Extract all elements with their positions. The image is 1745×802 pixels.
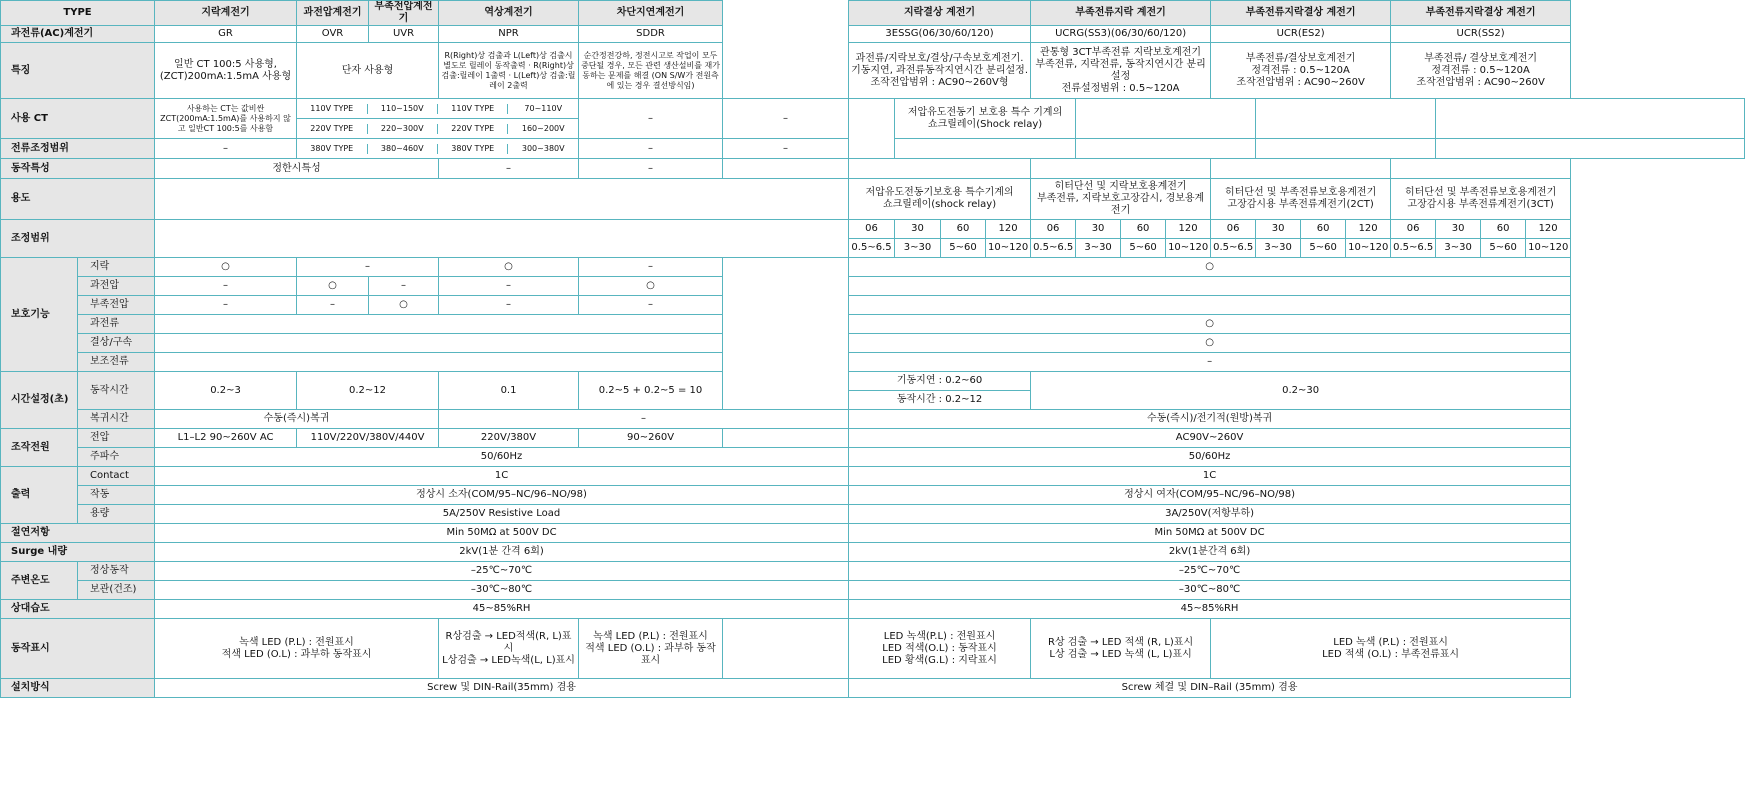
- gap-cell: [723, 372, 849, 410]
- model-gr: GR: [155, 26, 297, 43]
- time-operate-row-1: [1, 372, 1745, 391]
- model-sddr: SDDR: [579, 26, 723, 43]
- protection-overvoltage-row: [1, 277, 1745, 296]
- protection-ov-npr: –: [439, 277, 579, 296]
- protection-uc-right: –: [849, 353, 1571, 372]
- ambient-storage-left: –30℃~80℃: [155, 581, 849, 600]
- protection-pl-right: ○: [849, 334, 1571, 353]
- power-voltage-row: [1, 429, 1745, 448]
- time-reset-row: [1, 410, 1745, 429]
- gap-cell: [723, 258, 849, 277]
- gap-cell: [723, 334, 849, 353]
- ct-utype380: 380V TYPE: [438, 144, 508, 154]
- feature-npr: R(Right)상 검출과 L(Left)상 검출시 별도로 릴레이 동작출력 · R(Right)상 검출:릴레이 1출력 · L(Left)상 검출:릴레이 2출력: [439, 43, 579, 99]
- ct-range220: 220~300V: [367, 124, 437, 134]
- header-row: [1, 1, 1745, 26]
- power-freq-row: [1, 448, 1745, 467]
- empty-cell: [155, 353, 723, 372]
- mount-left: Screw 및 DIN-Rail(35mm) 겸용: [155, 679, 849, 698]
- indicator-npr: R상검출 → LED적색(R, L)표시 L상검출 → LED녹색(L, L)표시: [439, 619, 579, 679]
- surge-left: 2kV(1분 간격 6회): [155, 543, 849, 562]
- adjust-model: 30: [895, 220, 941, 239]
- adjust-model: 06: [1391, 220, 1436, 239]
- feature-sddr: 순간정전강하, 정전시고로 작업이 모두 중단될 경우, 모든 관련 생산설비를 재가동하는 문제를 해결 (ON S/W가 전원측에 있는 경우 결선방식임): [579, 43, 723, 99]
- ct-essg: 저압유도전동기 보호용 특수 기계의 쇼크릴레이(Shock relay): [895, 99, 1076, 139]
- protection-uc-label: 보조전류: [78, 353, 155, 372]
- protection-ground-npr: ○: [439, 258, 579, 277]
- output-contact-label: Contact: [78, 467, 155, 486]
- time-operate-ovr-uvr: 0.2~12: [297, 372, 439, 410]
- insulation-left: Min 50MΩ at 500V DC: [155, 524, 849, 543]
- ambient-storage-row: [1, 581, 1745, 600]
- time-label: 시간설정(초): [1, 372, 78, 429]
- ct-subtable-380: [297, 144, 578, 154]
- usage-row: [1, 179, 1745, 220]
- current-range-gr: –: [155, 139, 297, 159]
- model-ucrg: UCRG(SS3)(06/30/60/120): [1031, 26, 1211, 43]
- op-char-row: [1, 159, 1745, 179]
- protection-uv-ovr: –: [297, 296, 369, 315]
- adjust-model: 120: [986, 220, 1031, 239]
- adjust-label: 조정범위: [1, 220, 155, 258]
- op-char-npr: –: [439, 159, 579, 179]
- protection-ov-ovr: ○: [297, 277, 369, 296]
- protection-undercurrent-row: [1, 353, 1745, 372]
- adjust-range: 0.5~6.5: [849, 239, 895, 258]
- output-action-label: 작동: [78, 486, 155, 505]
- power-freq-left: 50/60Hz: [155, 448, 849, 467]
- protection-ground-sddr: –: [579, 258, 723, 277]
- empty-cell: [155, 334, 723, 353]
- current-range-sddr: –: [723, 139, 849, 159]
- adjust-range: 3~30: [1076, 239, 1121, 258]
- adjust-model: 120: [1166, 220, 1211, 239]
- header-gr: 지락계전기: [155, 1, 297, 26]
- protection-uv-gr: –: [155, 296, 297, 315]
- header-npr: 역상계전기: [439, 1, 579, 26]
- adjust-range: 10~120: [986, 239, 1031, 258]
- protection-undervoltage-row: [1, 296, 1745, 315]
- current-range-row: [1, 139, 1745, 159]
- insulation-right: Min 50MΩ at 500V DC: [849, 524, 1571, 543]
- usage-es2: 히터단선 및 부족전류보호용계전기 고장감시용 부족전류계전기(2CT): [1211, 179, 1391, 220]
- protection-ov-uvr: –: [369, 277, 439, 296]
- header-ucrg: 부족전류지락 계전기: [1031, 1, 1211, 26]
- adjust-range: 0.5~6.5: [1391, 239, 1436, 258]
- feature-ovr-uvr: 단자 사용형: [297, 43, 439, 99]
- mount-right: Screw 체결 및 DIN–Rail (35mm) 겸용: [849, 679, 1571, 698]
- output-action-row: [1, 486, 1745, 505]
- adjust-range: 0.5~6.5: [1031, 239, 1076, 258]
- gap-cell: [723, 43, 849, 99]
- power-voltage-right: AC90V~260V: [849, 429, 1571, 448]
- header-essg: 지락결상 계전기: [849, 1, 1031, 26]
- output-capacity-left: 5A/250V Resistive Load: [155, 505, 849, 524]
- adjust-model: 30: [1076, 220, 1121, 239]
- indicator-label: 동작표시: [1, 619, 155, 679]
- protection-oc-right: ○: [849, 315, 1571, 334]
- output-capacity-right: 3A/250V(저항부하): [849, 505, 1571, 524]
- model-uvr: UVR: [369, 26, 439, 43]
- protection-ground-gr: ○: [155, 258, 297, 277]
- gap-cell: [723, 159, 849, 179]
- ct-subtable-220: [297, 124, 578, 134]
- ct-range110: 110~150V: [367, 104, 437, 114]
- ct-ucrg-empty: [1076, 99, 1256, 139]
- header-ucr-ss2: 부족전류지락결상 계전기: [1391, 1, 1571, 26]
- ct-range380: 380~460V: [367, 144, 437, 154]
- gap-cell: [849, 99, 895, 139]
- output-contact-left: 1C: [155, 467, 849, 486]
- feature-ss2: 부족전류/ 결상보호계전기 정격전류 : 0.5~120A 조작전압범위 : AC90~260V: [1391, 43, 1571, 99]
- time-operate-label: 동작시간: [78, 372, 155, 410]
- output-capacity-row: [1, 505, 1745, 524]
- mount-row: [1, 679, 1745, 698]
- power-freq-label: 주파수: [78, 448, 155, 467]
- ambient-normal-label: 정상동작: [78, 562, 155, 581]
- model-row: [1, 26, 1745, 43]
- ct-label: 사용 CT: [1, 99, 155, 139]
- empty-cell: [849, 277, 1571, 296]
- time-reset-label: 복귀시간: [78, 410, 155, 429]
- protection-ground-label: 지락: [78, 258, 155, 277]
- time-essg-start: 기동지연 : 0.2~60: [849, 372, 1031, 391]
- empty-cell: [155, 315, 723, 334]
- empty-cell: [1076, 139, 1256, 159]
- power-voltage-npr: 220V/380V: [439, 429, 579, 448]
- ambient-normal-right: –25℃~70℃: [849, 562, 1571, 581]
- empty-cell: [1211, 159, 1391, 179]
- model-label: 과전류(AC)계전기: [1, 26, 155, 43]
- feature-row: [1, 43, 1745, 99]
- empty-cell: [849, 159, 1031, 179]
- indicator-row: [1, 619, 1745, 679]
- ct-ss2-empty: [1436, 99, 1745, 139]
- ct-npr: –: [579, 99, 723, 139]
- ct-utype110: 110V TYPE: [438, 104, 508, 114]
- time-operate-sddr: 0.2~5 + 0.2~5 = 10: [579, 372, 723, 410]
- power-voltage-label: 전압: [78, 429, 155, 448]
- ct-urange220: 160~200V: [521, 123, 565, 133]
- ct-urange110: 70~110V: [524, 103, 563, 113]
- ct-row-1: [1, 99, 1745, 119]
- adjust-model: 06: [1211, 220, 1256, 239]
- insulation-label: 절연저항: [1, 524, 155, 543]
- gap-cell: [723, 277, 849, 296]
- model-es2: UCR(ES2): [1211, 26, 1391, 43]
- power-voltage-sddr: 90~260V: [579, 429, 723, 448]
- empty-cell: [895, 139, 1076, 159]
- gap-cell: [723, 26, 849, 43]
- ct-type220-wrap: [297, 119, 579, 139]
- usage-ucrg: 히터단선 및 지락보호용계전기 부족전류, 지락보호고장감시, 경보용계전기: [1031, 179, 1211, 220]
- output-action-left: 정상시 소자(COM/95–NC/96–NO/98): [155, 486, 849, 505]
- output-action-right: 정상시 여자(COM/95–NC/96–NO/98): [849, 486, 1571, 505]
- empty-cell: [1436, 139, 1745, 159]
- model-ss2: UCR(SS2): [1391, 26, 1571, 43]
- protection-pl-label: 결상/구속: [78, 334, 155, 353]
- adjust-model: 06: [1031, 220, 1076, 239]
- adjust-range: 5~60: [1121, 239, 1166, 258]
- ct-subtable-110: [297, 104, 578, 114]
- time-essg-op: 동작시간 : 0.2~12: [849, 391, 1031, 410]
- adjust-range: 3~30: [1436, 239, 1481, 258]
- adjust-range: 10~120: [1346, 239, 1391, 258]
- adjust-range: 5~60: [1481, 239, 1526, 258]
- adjust-range: 3~30: [895, 239, 941, 258]
- output-label: 출력: [1, 467, 78, 524]
- surge-label: Surge 내량: [1, 543, 155, 562]
- surge-row: [1, 543, 1745, 562]
- mount-label: 설치방식: [1, 679, 155, 698]
- adjust-model: 120: [1526, 220, 1571, 239]
- ambient-normal-left: –25℃~70℃: [155, 562, 849, 581]
- indicator-essg: LED 녹색(P.L) : 전원표시 LED 적색(O.L) : 동작표시 LED 황색(G.L) : 지락표시: [849, 619, 1031, 679]
- adjust-range: 3~30: [1256, 239, 1301, 258]
- model-ovr: OVR: [297, 26, 369, 43]
- protection-uv-npr: –: [439, 296, 579, 315]
- model-essg: 3ESSG(06/30/60/120): [849, 26, 1031, 43]
- humidity-row: [1, 600, 1745, 619]
- power-voltage-gr: L1–L2 90~260V AC: [155, 429, 297, 448]
- time-operate-npr: 0.1: [439, 372, 579, 410]
- op-char-label: 동작특성: [1, 159, 155, 179]
- ambient-normal-row: [1, 562, 1745, 581]
- ambient-label: 주변온도: [1, 562, 78, 600]
- feature-essg: 과전류/지락보호/결상/구속보호계전기. 기동지연, 과전류동작지연시간 분리설정. 조작전압범위 : AC90~260V형: [849, 43, 1031, 99]
- adjust-range: 5~60: [941, 239, 986, 258]
- feature-ucrg: 관통형 3CT부족전류 지락보호계전기 부족전류, 지락전류, 동작지연시간 분리설정 전류설정범위 : 0.5~120A: [1031, 43, 1211, 99]
- ct-type380: 380V TYPE: [297, 144, 367, 154]
- adjust-range: 10~120: [1166, 239, 1211, 258]
- protection-ground-row: [1, 258, 1745, 277]
- header-ovr: 과전압계전기: [297, 1, 369, 26]
- adjust-left-empty: [155, 220, 849, 258]
- adjust-model: 06: [849, 220, 895, 239]
- protection-uv-label: 부족전압: [78, 296, 155, 315]
- adjust-range: 0.5~6.5: [1211, 239, 1256, 258]
- op-char-value: 정한시특성: [155, 159, 439, 179]
- protection-oc-label: 과전류: [78, 315, 155, 334]
- adjust-model: 120: [1346, 220, 1391, 239]
- time-reset-left2: –: [439, 410, 849, 429]
- ct-gr: 사용하는 CT는 값비싼 ZCT(200mA:1.5mA)를 사용하지 않고 일반CT 100:5를 사용함: [155, 99, 297, 139]
- ct-urange380: 300~380V: [521, 143, 565, 153]
- gap-cell: [723, 619, 849, 679]
- op-char-sddr: –: [579, 159, 723, 179]
- output-contact-right: 1C: [849, 467, 1571, 486]
- output-contact-row: [1, 467, 1745, 486]
- power-label: 조작전원: [1, 429, 78, 467]
- protection-ground-right: ○: [849, 258, 1571, 277]
- time-reset-right: 수동(즉시)/전기적(원방)복귀: [849, 410, 1571, 429]
- power-freq-right: 50/60Hz: [849, 448, 1571, 467]
- ct-type220: 220V TYPE: [297, 124, 367, 134]
- adjust-model: 30: [1436, 220, 1481, 239]
- time-operate-gr: 0.2~3: [155, 372, 297, 410]
- power-voltage-ovr-uvr: 110V/220V/380V/440V: [297, 429, 439, 448]
- ct-utype220: 220V TYPE: [438, 124, 508, 134]
- adjust-model: 60: [941, 220, 986, 239]
- gap-cell: [723, 315, 849, 334]
- current-range-type380-wrap: [297, 139, 579, 159]
- usage-essg: 저압유도전동기보호용 특수기계의 쇼크릴레이(shock relay): [849, 179, 1031, 220]
- protection-uv-sddr: –: [579, 296, 723, 315]
- indicator-sddr: 녹색 LED (P.L) : 전원표시 적색 LED (O.L) : 과부하 동작표시: [579, 619, 723, 679]
- indicator-ucr: LED 녹색 (P.L) : 전원표시 LED 적색 (O.L) : 부족전류표시: [1211, 619, 1571, 679]
- indicator-ucrg: R상 검출 → LED 적색 (R, L)표시 L상 검출 → LED 녹색 (L, L)표시: [1031, 619, 1211, 679]
- ct-type110: 110V TYPE: [297, 104, 367, 114]
- ct-type110-wrap: [297, 99, 579, 119]
- gap-cell: [723, 296, 849, 315]
- usage-label: 용도: [1, 179, 155, 220]
- feature-gr: 일반 CT 100:5 사용형, (ZCT)200mA:1.5mA 사용형: [155, 43, 297, 99]
- protection-phaseloss-row: [1, 334, 1745, 353]
- gap-cell: [723, 429, 849, 448]
- adjust-range: 5~60: [1301, 239, 1346, 258]
- ct-sddr: –: [723, 99, 849, 139]
- humidity-label: 상대습도: [1, 600, 155, 619]
- feature-es2: 부족전류/결상보호계전기 정격전류 : 0.5~120A 조작전압범위 : AC90~260V: [1211, 43, 1391, 99]
- adjust-row-1: [1, 220, 1745, 239]
- humidity-left: 45~85%RH: [155, 600, 849, 619]
- empty-cell: [1391, 159, 1571, 179]
- ct-es2-empty: [1256, 99, 1436, 139]
- header-ucr-es2: 부족전류지락결상 계전기: [1211, 1, 1391, 26]
- adjust-model: 60: [1121, 220, 1166, 239]
- protection-ground-ovr-uvr: –: [297, 258, 439, 277]
- protection-overcurrent-row: [1, 315, 1745, 334]
- gap-cell: [723, 353, 849, 372]
- gap-cell: [849, 139, 895, 159]
- header-sddr: 차단지연계전기: [579, 1, 723, 26]
- usage-ss2: 히터단선 및 부족전류보호용계전기 고장감시용 부족전류계전기(3CT): [1391, 179, 1571, 220]
- header-type: TYPE: [1, 1, 155, 26]
- ambient-storage-label: 보관(건조): [78, 581, 155, 600]
- model-npr: NPR: [439, 26, 579, 43]
- empty-cell: [1256, 139, 1436, 159]
- adjust-range: 10~120: [1526, 239, 1571, 258]
- current-range-npr: –: [579, 139, 723, 159]
- indicator-gr-ovr: 녹색 LED (P.L) : 전원표시 적색 LED (O.L) : 과부하 동작표시: [155, 619, 439, 679]
- protection-ov-sddr: ○: [579, 277, 723, 296]
- header-uvr: 부족전압계전기: [369, 1, 439, 26]
- protection-uv-uvr: ○: [369, 296, 439, 315]
- adjust-model: 60: [1481, 220, 1526, 239]
- time-reset-left1: 수동(즉시)복귀: [155, 410, 439, 429]
- adjust-model: 60: [1301, 220, 1346, 239]
- protection-ov-gr: –: [155, 277, 297, 296]
- protection-label: 보호기능: [1, 258, 78, 372]
- usage-left-empty: [155, 179, 849, 220]
- feature-label: 특징: [1, 43, 155, 99]
- protection-ov-label: 과전압: [78, 277, 155, 296]
- output-capacity-label: 용량: [78, 505, 155, 524]
- humidity-right: 45~85%RH: [849, 600, 1571, 619]
- empty-cell: [849, 296, 1571, 315]
- header-gap: [723, 1, 849, 26]
- adjust-model: 30: [1256, 220, 1301, 239]
- current-range-label: 전류조정범위: [1, 139, 155, 159]
- surge-right: 2kV(1분간격 6회): [849, 543, 1571, 562]
- time-operate-right: 0.2~30: [1031, 372, 1571, 410]
- ambient-storage-right: –30℃~80℃: [849, 581, 1571, 600]
- insulation-row: [1, 524, 1745, 543]
- empty-cell: [1031, 159, 1211, 179]
